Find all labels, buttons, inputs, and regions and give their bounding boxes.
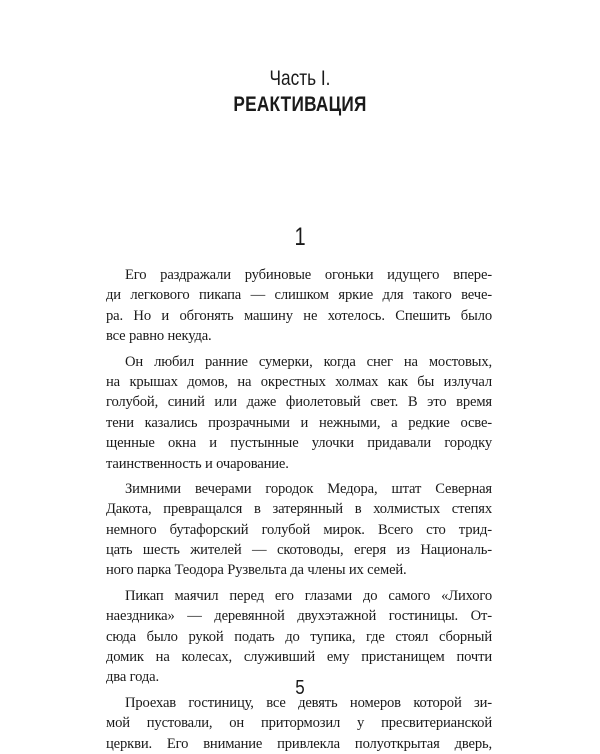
text-line: Дакота, превращался в затерянный в холмистых степях (106, 501, 492, 518)
text-line: ди легкового пикапа — слишком яркие для такого вече- (106, 287, 492, 304)
text-line: Пикап маячил перед его глазами до самого «Лихого (125, 587, 492, 604)
text-line: сюда было рукой подать до тупика, где стоял сборный (106, 628, 492, 645)
text-line: таинственность и очарование. (106, 455, 289, 472)
text-line: Зимними вечерами городок Медора, штат Северная (125, 480, 492, 497)
text-line: цать шесть жителей — скотоводы, егеря из Националь- (106, 542, 492, 559)
part-label: Часть I. (269, 67, 331, 90)
text-line: Проехав гостиницу, все девять номеров которой зи- (125, 694, 492, 711)
text-line: тени казались прозрачными и нежными, а редкие осве- (106, 414, 492, 431)
text-line: церкви. Его внимание привлекла полуоткрытая дверь, (106, 735, 492, 752)
text-line: ра. Но и обгонять машину не хотелось. Спешить было (106, 307, 492, 324)
part-title: РЕАКТИВАЦИЯ (233, 93, 367, 116)
text-line: щенные окна и пустынные улочки придавали городку (106, 435, 492, 452)
chapter-number: 1 (294, 223, 306, 251)
text-line: мой пустовали, он притормозил у пресвитерианской (106, 715, 492, 732)
text-line: Его раздражали рубиновые огоньки идущего впере- (125, 267, 492, 283)
text-line: на крышах домов, на окрестных холмах как бы излучал (106, 373, 492, 390)
text-line: ного парка Теодора Рузвельта да члены их семей. (106, 562, 407, 579)
text-line: немного бутафорский голубой мирок. Всего сто трид- (106, 521, 492, 538)
text-line: голубой, синий или даже фиолетовый свет. В это время (106, 394, 492, 411)
text-line: все равно некуда. (106, 328, 212, 345)
text-line: Он любил ранние сумерки, когда снег на мостовых, (125, 353, 492, 370)
text-line: два года. (106, 669, 159, 686)
page-number: 5 (295, 677, 305, 699)
text-line: наездника» — деревянной двухэтажной гостиницы. От- (106, 608, 492, 625)
text-line: домик на колесах, служивший ему пристанищем почти (106, 649, 492, 666)
